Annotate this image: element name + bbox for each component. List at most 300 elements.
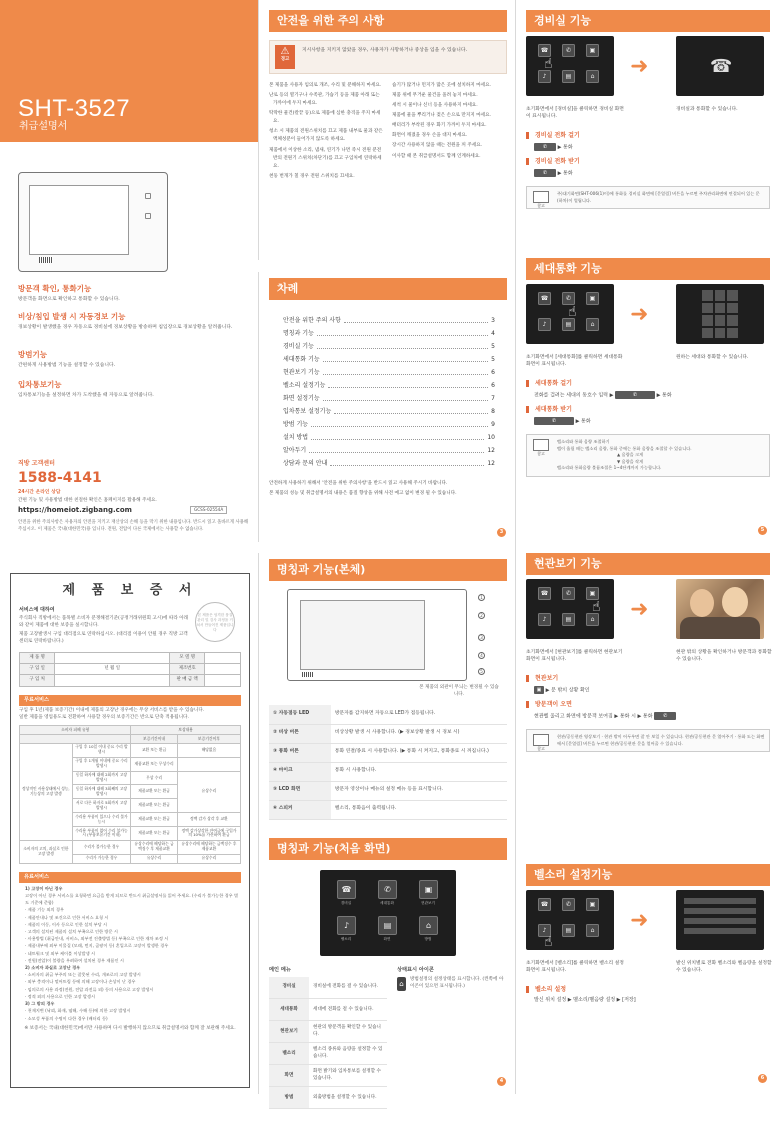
bell-screen-1 [526,890,614,950]
caption: 초기화면에서 [세대통화]를 클릭하면 세대통화 화면이 표시됩니다. [526,355,623,368]
icon-label: 현관보기 [421,900,435,905]
entrance-icon: ▣ [586,587,599,600]
toc-item[interactable] [283,444,495,457]
main-menu-table [269,977,387,1110]
feature-title: 입차통보기능 [18,380,62,389]
safety-title: 안전을 위한 주의 사항 [269,10,507,32]
security-status-icon: ⌂ [397,977,406,991]
table-cell: 구 입 처 [20,675,55,686]
list-item: 본 제품의 성능 및 취급설명서의 내용은 품질 향상을 위해 사전 예고 없이 변경 될 수 있습니다. [269,491,457,497]
table-cell: 유상수리에 해당하는 금액징수 후 제품교환 [177,840,240,854]
list-item: · 제품내부에 외부 이물질 (모래, 먼지, 곰팡이 등) 혼입으로 고장이 발생한 경우 [25,943,169,949]
entrance-screens [526,579,770,649]
toc-page [258,272,515,542]
menu-desc: 경비실에 전화를 걸 수 있습니다. [309,977,387,999]
toc-item-name: 명칭과 기능 [283,329,314,337]
safety-col-right [392,82,507,182]
manual-title: 취급설명서 [19,121,68,132]
note-text: 현관/공동현관 영상보기 · 현관 밖이 어두우면 잘 안 보일 수 있습니다. 현관/공동현관 문 열어주기 · 통화 도는 화면에서 [문열림] 버튼을 누르면 현관/공동현관 문을 열어줄 수 있습니다. [557,734,765,746]
menu-label: 방범 [269,1087,309,1109]
intercom-call-title: 세대통화 걸기 [526,380,770,387]
list-item: 안전하게 사용하기 위해서 '안전을 위한 주의사항'을 반드시 읽고 사용해 주시기 바랍니다. [269,481,448,487]
device-button [145,193,151,199]
toc-item-name: 현관보기 기능 [283,368,320,376]
menu-desc: 현관의 방문객을 확인할 수 있습니다. [309,1021,387,1043]
toc-list [283,314,495,470]
screen-icon: ▤ [562,924,575,937]
compensation-table [19,725,241,864]
guard-call-step: ✆ ▶ 통화 [534,143,770,152]
intercom-icon[interactable]: ✆ [378,880,397,899]
safety-bullets [269,82,507,182]
table-cell: 서로 다른 하자로 5회까지 고장 발생시 [72,799,131,813]
call-button-icon: ✆ [654,712,676,720]
table-cell: 정상적인 사용상태에서 성능, 기능상의 고장 발생 [20,743,73,840]
note-text: 벨이 울릴 때는 벨소리 음량, 통화 중에는 통화 음량을 조절할 수 있습니다. [557,445,692,451]
intercom-call-step: 전화를 걸려는 세대의 동호수 입력 ▶ ✆ ▶ 통화 [534,392,672,399]
security-icon: ⌂ [586,318,599,331]
list-item: 장시간 사용하지 않을 때는 전원을 꺼 주세요. [392,143,483,149]
table-cell: 수리용 부품이 있으나 수리 불가능시 [72,813,131,827]
call-button-icon: ✆ [534,169,556,177]
list-item: 고장이 아닌 경우 서비스를 요청하면 요금을 받게 되므로 반드시 취급설명서를 읽어 주세요. (수리가 불가능한 경우 별도 기준에 준함) [25,893,239,906]
table-cell: 제품교환 또는 무상수리 [131,757,178,771]
warning-label: 경고 [280,57,290,63]
bell-icon: ♪ [538,318,551,331]
list-item: 화면이 깨졌을 경우 손을 대지 마세요. [392,133,468,139]
device-speaker [39,257,53,263]
page-number: 5 [758,526,767,535]
cs-sub: 24시간 온라인 상담 [18,490,61,495]
table-cell: 유상수리 [131,854,178,863]
table-cell: 동일 하자에 대해 2회까지 고장 발생시 [72,771,131,785]
toc-item[interactable] [283,340,495,353]
toc-item-name: 세대통화 기능 [283,355,320,363]
menu-label: 현관보기 [269,1021,309,1043]
guard-icon: ☎ [538,898,551,911]
guard-icon: ☎ [538,587,551,600]
volume-up-row: ▲ 음량을 크게 [617,452,644,458]
list-item: 천둥 번개가 칠 경우 전원 스위치를 끄세요. [269,173,355,179]
status-title: 상태표시 아이콘 [397,966,434,973]
bell-setting-title: 벨소리 설정 [526,986,770,993]
entrance-title: 현관보기 기능 [526,553,770,575]
bell-icon: ♪ [538,613,551,626]
table-cell: 구 입 일 [20,664,55,675]
table-cell: 구입 후 1개월 이내에 중요 수리 발생시 [72,757,131,771]
menu-label: 경비실 [269,977,309,999]
entrance-icon: ▣ [586,898,599,911]
toc-item-name: 벨소리 설정기능 [283,381,326,389]
call-button-icon: ✆ [615,391,655,399]
free-service-note: 구입 후 1년(제품 보증기간) 이내에 제품의 고장난 경우에는 무상 서비스를 받을 수 있습니다. [19,708,205,714]
entrance-note [526,729,770,752]
cs-label: 직방 고객센터 [18,460,55,467]
table-cell: 모 델 명 [170,652,205,663]
table-cell [55,675,170,686]
part-desc: 벨소리, 통화음이 출력됩니다. [331,800,507,819]
front-illustration [287,589,483,681]
table-cell: 유상수리 [177,854,240,863]
icon-label: 벨소리 [340,936,352,941]
feature-title: 방범기능 [18,350,47,359]
entrance-view-title: 현관보기 [526,675,770,682]
table-header: 보증기간이후 [177,735,240,744]
guard-note [526,186,770,209]
table-cell: 유상수리 [177,771,240,813]
menu-desc: 외출방범을 설정할 수 있습니다. [309,1087,387,1109]
list-item: · 제품 기능 외의 경우 [25,907,65,913]
device-screen [29,185,129,255]
toc-item-page: 12 [487,459,495,467]
intercom-screen-1 [526,284,614,344]
cs-desc: 간편 기능 및 사용방법 대한 친절한 확인은 홈페이지를 활용해 주세요. [18,498,157,503]
screen-icon: ▤ [562,70,575,83]
arrow-right-icon: ➜ [630,597,649,623]
list-item: 난로 등의 열기구나 수족관, 가습기 등을 제품 아래 또는 가까이에 두지 마세요. [269,93,380,107]
entrance-icon: ▣ [586,292,599,305]
parts-note: 본 제품의 외관이 무늬는 변경될 수 있습니다. [419,685,499,698]
safety-page [258,0,515,260]
table-cell: 수리용 부품이 없어 수리 불가능시 (부품보유기간 이내) [72,827,131,841]
bell-section [526,864,772,1081]
warranty-footer: ※ 보증서는 국내(대한민국)에서만 사용하며 다시 발행하지 않으므로 취급설명서와 함께 잘 보관해 주세요. [24,1026,236,1032]
table-cell: 소비자의 고의, 과실로 인한 고장 발생 [20,840,73,863]
intercom-section [526,258,770,533]
table-cell: 판 매 금 액 [170,675,205,686]
view-button-icon: ▣ [534,686,544,694]
icon-label: 경비실 [340,900,352,905]
list-item: 습기가 많거나 먼지가 많은 곳에 설치하지 마세요. [392,83,491,89]
visitor-body [680,617,760,639]
visitor-step: 현관벨 울리고 화면에 방문객 보여짐 ▶ 통화 시 ▶ 통화 ✆ [534,712,770,721]
cs-url[interactable]: https://homeiot.zigbang.com [18,506,132,514]
table-cell: 수리가 가능한 경우 [72,854,131,863]
guard-receive-title: 경비실 전화 받기 [526,158,770,165]
intercom-receive-title: 세대통화 받기 [526,406,770,413]
toc-item[interactable] [283,392,495,405]
entrance-icon: ▣ [586,44,599,57]
part-label: ③ 통화 버튼 [269,743,331,762]
status-icons [397,966,505,991]
entrance-captions [526,649,770,669]
device-button [145,213,151,219]
note-icon: 참고 [531,191,551,209]
table-header: 보상내용 [131,726,241,735]
entrance-icon[interactable]: ▣ [419,880,438,899]
table-cell: 제품교환 또는 환급 [131,799,178,813]
table-cell: 제품교환 또는 환급 [131,813,178,827]
list-item: · 천재지변 (낙뢰, 화재, 염해, 수해 등)에 의한 고장 발생시 [25,1008,131,1014]
caption: 현관 밖의 상황을 확인하거나 방문객과 통화할 수 있습니다. [676,650,772,663]
warranty-info-table [19,652,241,687]
device-illustration [18,172,168,272]
hand-pointer-icon: ☝ [544,56,553,73]
main-menu-title: 메인 메뉴 [269,966,291,973]
feature-item [18,350,248,369]
guard-icon[interactable]: ☎ [337,880,356,899]
feature-title: 방문객 확인, 통화기능 [18,284,92,293]
security-icon: ⌂ [586,70,599,83]
list-item: · 정격 외의 사용으로 인한 고장 발생시 [25,993,95,999]
bell-icon: ♪ [538,70,551,83]
note-icon: 참고 [531,734,551,752]
list-item: 제품에서 이상한 소리, 냄새, 연기가 나면 즉시 전원 분전반의 전원기 스위치(차단기)를 끄고 구입처에 연락하세요. [269,147,382,169]
table-cell: 동일 하자에 대해 3회째의 고장 발생시 [72,785,131,799]
guard-icon: ☎ [538,44,551,57]
list-item: 청소 시 제품의 전원스위치를 끄고 제품 내부로 물과 같은 액체성분이 들어가지 않도록 하세요. [269,129,383,143]
parts-page [258,553,515,1100]
toc-item-page: 5 [491,355,495,363]
part-label: ⑤ LCD 화면 [269,781,331,800]
guard-screen-2 [676,36,764,96]
paid-service-list [19,886,241,1022]
feature-desc: 방문객을 화면으로 확인하고 통화할 수 있습니다. [18,296,120,302]
volume-down-row: ▼ 음량을 작게 [617,458,644,464]
part-desc: 통화 연결/종료 시 사용합니다. (▶ 통화 시 켜지고, 통화종료 시 꺼집니다.) [331,743,507,762]
table-cell: 제품교환 또는 환급 [131,785,178,799]
settings-row [684,898,756,904]
bell-setting-step: 발신 위치 설정 ▶ 벨소리/벨음량 설정 ▶ [저장] [534,997,636,1004]
table-cell: 무상 수리 [131,771,178,785]
callout-4: 4 [478,652,485,660]
cover-note: 안전을 위한 주의사항은 사용자의 안전을 지키고 재산상의 손해 등을 막기 위한 내용입니다. 반드시 읽고 올바르게 사용해 주십시오. 이 제품은 국내(대한민국)용 입니다. 전원, 전압이 다른 국제에서는 사용할 수 없습니다. [18,520,249,532]
toc-item[interactable] [283,353,495,366]
table-header: 소비자 피해 유형 [20,726,131,735]
list-item: 이사할 때 본 취급설명서도 함께 인계하세요. [392,153,481,159]
settings-row [684,908,756,914]
page-number: 6 [758,1074,767,1083]
list-item: 세척 시 물이나 신너 등을 사용하지 마세요. [392,103,478,109]
part-label: ② 비상 버튼 [269,724,331,743]
toc-item-name: 설치 방법 [283,433,309,441]
caption: 발신 위치별로 전화 벨소리와 벨음량을 설정할 수 있습니다. [676,961,772,974]
main-menu [269,966,387,1110]
feature-item [18,312,248,331]
feature-item [18,284,248,303]
toc-item[interactable] [283,327,495,340]
warranty-card [10,573,250,1088]
intercom-icon: ✆ [562,898,575,911]
toc-item-name: 입차통보 설정기능 [283,407,332,415]
toc-item[interactable] [283,405,495,418]
free-service-band: 무료서비스 [19,695,241,707]
icon-label: 세대통화 [380,900,394,905]
bell-captions [526,960,770,980]
warning-icon: ⚠ 경고 [275,45,295,69]
arrow-right-icon: ➜ [630,908,649,934]
table-cell: 제조번호 [170,664,205,675]
table-cell: 정액 감가 상각 후 교환 [177,813,240,827]
guard-icon: ☎ [538,292,551,305]
feature-desc: 경보상황이 발생했을 경우 자동으로 경비실에 경보상황을 방송하며 침입장으로 경보상황을 알려줍니다. [18,324,233,330]
toc-item[interactable] [283,379,495,392]
list-item: 제품에 물을 뿌리거나 젖은 손으로 만지지 마세요. [392,113,491,119]
toc-item-name: 안전을 위한 주의 사항 [283,316,341,324]
service-line: 주식회사 직방에서는 품목별 소비자 분쟁해결기준(공정거래위원회 고시)에 따라 아래와 같이 제품에 대한 보증을 실시합니다. [19,616,189,628]
menu-area [269,966,507,1126]
cs-phone: 1588-4141 [18,470,102,486]
caption: 초기화면에서 [경비실]을 클릭하면 경비실 화면이 표시됩니다. [526,107,624,120]
part-desc: 방문자 영상이나 메뉴의 설정 메뉴 등을 표시합니다. [331,781,507,800]
hand-pointer-icon: ☝ [544,934,553,951]
settings-row [684,928,756,934]
list-item: 배터리가 부착된 경우 화기 가까이 두지 마세요. [392,123,487,129]
menu-label: 세대통화 [269,999,309,1021]
table-cell [205,664,241,675]
feature-desc: 간편하게 사용방범 기능을 설정할 수 있습니다. [18,362,116,368]
guard-receive-step: ✆ ▶ 통화 [534,169,770,178]
table-cell: 정액 감가상각한 잔여금에 구입가의 10%를 가산하여 환급 [177,827,240,841]
menu-label: 벨소리 [269,1043,309,1065]
part-label: ⑥ 스피커 [269,800,331,819]
service-title: 서비스에 대하여 [19,606,55,613]
security-icon: ⌂ [586,924,599,937]
list-item: 딱딱한 물건(칼끝 등)으로 제품에 심한 충격을 주지 마세요. [269,111,381,125]
status-row [397,977,505,991]
service-line: 제품 고장발생시 구입 대리점으로 연락하십시오. (대리점 이용이 안될 경우 직방 고객센터로 연락바랍니다.) [19,631,188,644]
intercom-title: 세대통화 기능 [526,258,770,280]
part-label: ① 자동점등 LED [269,705,331,724]
menu-desc: 화면 밝기와 입차통보를 설정할 수 있습니다. [309,1065,387,1087]
list-item: · 사용방법 (취급안내, 서비스, 외부전 진출방법 등) 부족으로 인한 재차 조정 시 [25,936,169,942]
part-label: ④ 마이크 [269,762,331,781]
bell-icon: ♪ [538,924,551,937]
arrow-right-icon: ➜ [630,54,649,80]
bell-icon[interactable]: ♪ [337,916,356,935]
toc-item[interactable] [283,457,495,470]
model-name: SHT-3527 [18,95,131,122]
caption: 초기화면에서 [벨소리]를 클릭하면 벨소리 설정 화면이 표시됩니다. [526,961,624,974]
callout-2: 2 [478,612,485,620]
table-cell [177,757,240,771]
hand-pointer-icon: ☝ [568,304,577,321]
bell-title: 벨소리 설정기능 [526,864,770,886]
table-cell: 제 품 명 [20,652,55,663]
visitor-face [690,589,714,617]
call-button-icon: ✆ [534,417,574,425]
intercom-icon: ✆ [562,292,575,305]
table-cell: 제품교환 또는 환급 [131,827,178,841]
security-icon[interactable]: ⌂ [419,916,438,935]
warning-box [269,40,507,74]
guard-screens [526,36,770,106]
toc-item-page: 7 [491,394,495,402]
list-item: 2) 소비자 과실로 고장난 경우 [25,965,81,971]
list-item: · 소비자의 취급 부주의 또는 잘못된 수리, 개조로의 고장 발생시 [25,972,141,978]
toc-notes [269,480,507,498]
toc-item[interactable] [283,418,495,431]
init-screen-title: 명칭과 기능(처음 화면) [269,838,507,860]
callout-5: 5 [478,668,485,676]
visitor-face [722,587,748,617]
list-item: · 네트워크 및 외부 케이블 이상발생 시 [25,950,95,956]
toc-item-name: 방범 기능 [283,420,309,428]
phone-icon: ☎ [710,56,733,78]
bell-screens [526,890,770,960]
status-desc: 방범설정의 설정상태를 표시합니다. (켠쪽에 아이콘이 있으면 표시됩니다.) [409,976,504,989]
hand-pointer-icon: ☝ [592,599,601,616]
note-text: 벨소리와 통화음량 볼륨조절은 1~4단계까지 가능합니다. [557,465,662,471]
quality-stamp: 본 제품은 엄격한 품질관리 및 검사 과정을 거쳐서 만들어진 제품입니다 [195,602,235,642]
keypad [702,290,738,338]
toc-item[interactable] [283,314,495,327]
guard-call-title: 경비실 전화 걸기 [526,132,770,139]
table-cell: 해당없음 [177,743,240,757]
list-item: 본 제품을 사용자 임의로 개조, 수리 및 분해하지 마세요. [269,83,382,89]
call-button-icon: ✆ [534,143,556,151]
warning-text: 지시사항을 지키지 않았을 경우, 사용자가 사망하거나 중상을 입을 수 있습니다. [302,48,468,54]
list-item: 1) 고장이 아닌 경우 [25,886,63,892]
toc-item-name: 상담과 문의 안내 [283,459,328,467]
toc-title: 차례 [269,278,507,300]
table-cell: 교환 또는 환급 [131,743,178,757]
callout-3: 3 [478,634,485,642]
toc-item[interactable] [283,431,495,444]
parts-title: 명칭과 기능(본체) [269,559,507,581]
entrance-view-step: ▣ ▶ 문 밖의 상황 확인 [534,686,770,695]
toc-item-page: 9 [491,420,495,428]
guard-section [526,10,770,209]
screen-icon: ▤ [562,613,575,626]
table-header: 보증기간이내 [131,735,178,744]
toc-item-name: 화면 설정기능 [283,394,320,402]
toc-item-page: 12 [487,446,495,454]
page-number: 3 [497,528,506,537]
toc-item-name: 경비실 기능 [283,342,314,350]
list-item: · 제품안내나 및 조건으로 인한 서비스 요청 시 [25,914,109,920]
toc-item[interactable] [283,366,495,379]
list-item: · 외부 충격이나 떨어뜨림 등에 의해 고장이나 손상이 난 경우 [25,979,136,985]
visitor-photo [676,579,764,639]
security-icon: ⌂ [586,613,599,626]
toc-item-page: 6 [491,381,495,389]
paid-service-band: 유료서비스 [19,872,241,884]
note-icon: 참고 [531,439,551,457]
part-desc: 비상상황 발생 시 사용합니다. (▶ 경보상황 발생 시 경보 시) [331,724,507,743]
free-service-note: 일반 제품을 영업용도로 전환하여 사용할 경우의 보증기간은 반으로 단축 적용됩니다. [19,715,189,721]
doc-code: GCSS-02554A [190,506,227,514]
icon-label: 화면 [383,936,391,941]
feature-title: 비상/침입 발생 시 자동경보 기능 [18,312,126,321]
table-cell: 구입 후 10일 이내 중요 수리 발생시 [72,743,131,757]
toc-item-page: 5 [491,342,495,350]
parts-table [269,705,507,820]
toc-item-page: 8 [491,407,495,415]
toc-item-page: 10 [487,433,495,441]
screen-icon[interactable]: ▤ [378,916,397,935]
feature-item [18,380,248,399]
page-number: 4 [497,1077,506,1086]
callout-1: 1 [478,594,485,602]
caption: 경비실과 통화할 수 있습니다. [676,107,738,113]
table-cell: 수리가 불가능한 경우 [72,840,131,854]
bell-screen-2 [676,890,764,950]
safety-col-left [269,82,384,182]
guard-captions [526,106,770,126]
table-cell [55,652,170,663]
toc-item-name: 알아두기 [283,446,307,454]
toc-item-page: 4 [491,329,495,337]
settings-row [684,918,756,924]
init-screen [320,870,456,956]
intercom-captions [526,354,770,374]
menu-desc: 세대에 전화를 걸 수 있습니다. [309,999,387,1021]
note-text: 벨소리와 통화 음량 조절하기 [557,439,610,445]
table-cell: 년 월 일 [55,664,170,675]
screen-icon: ▤ [562,318,575,331]
right-column [515,0,773,1094]
